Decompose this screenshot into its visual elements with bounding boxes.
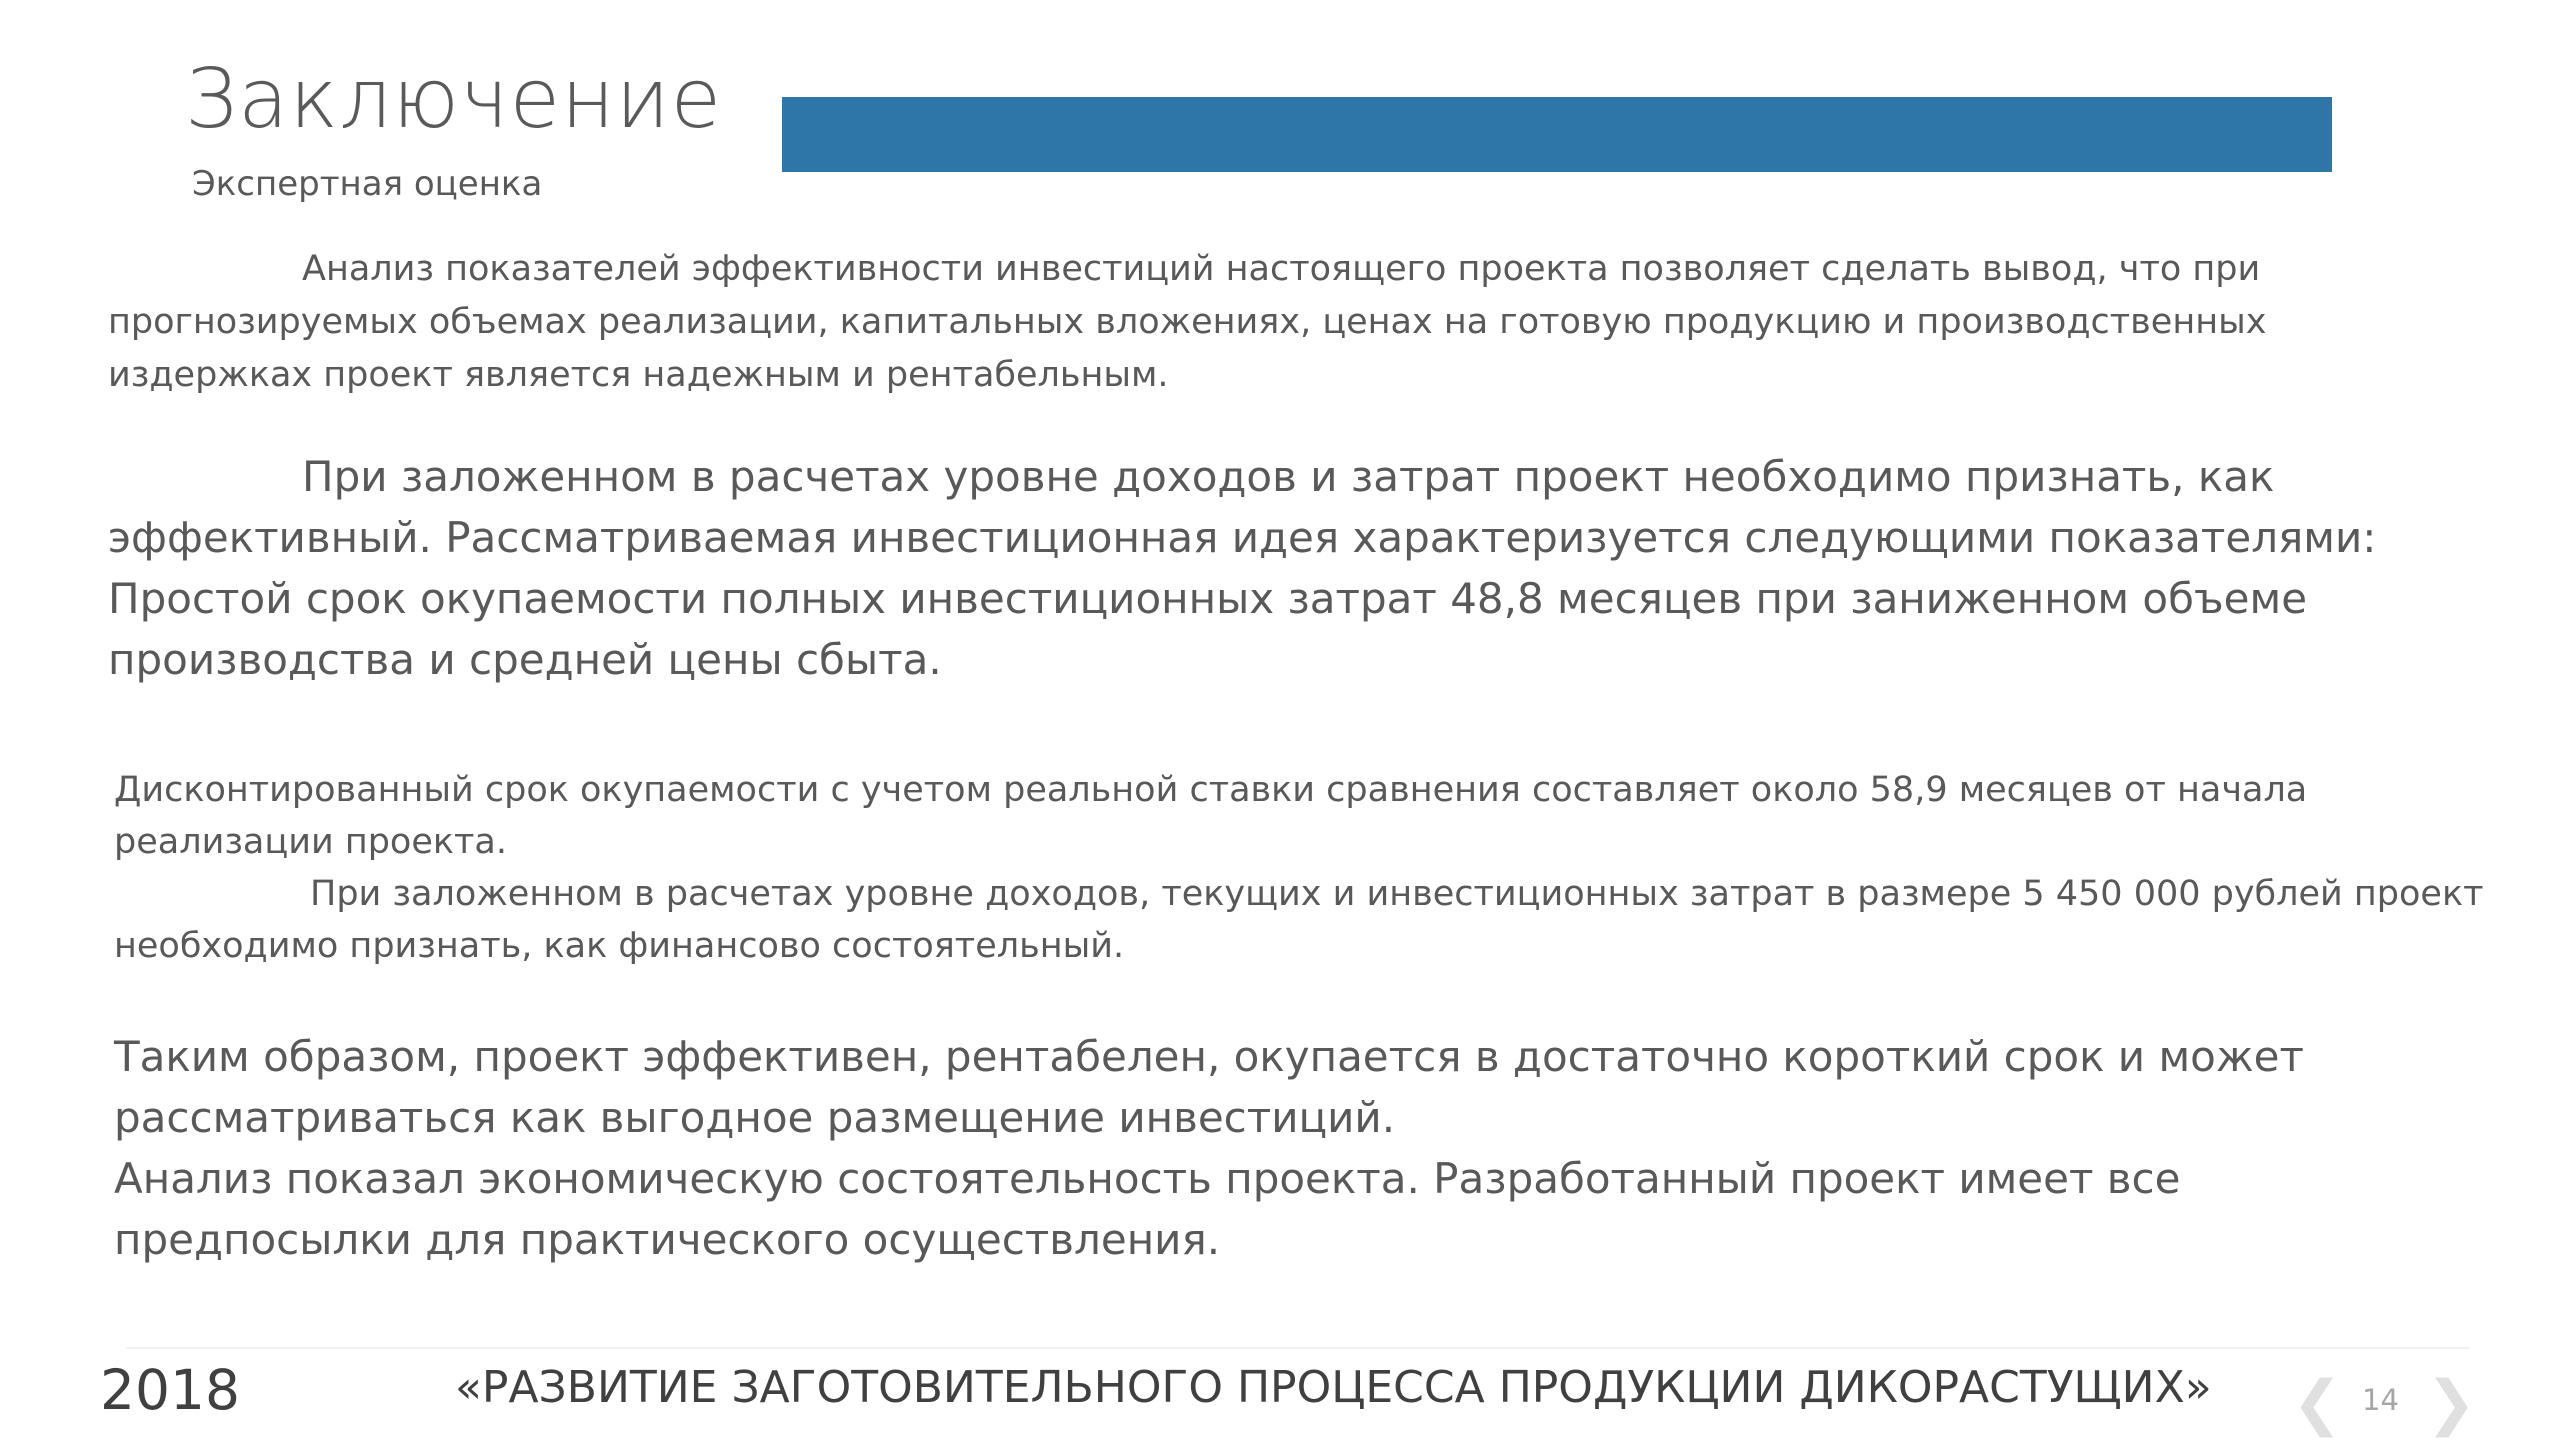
paragraph-text: Анализ показал экономическую состоятельность проекта. Разработанный проект имеет все предпосылки для практического осуществления. — [114, 1154, 2181, 1264]
page-number: 14 — [2362, 1383, 2399, 1417]
paragraph-efficiency-analysis — [108, 243, 2478, 402]
footer-project-title: «РАЗВИТИЕ ЗАГОТОВИТЕЛЬНОГО ПРОЦЕССА ПРОДУКЦИИ ДИКОРАСТУЩИХ» — [455, 1362, 2212, 1413]
chevron-right-icon[interactable]: ❯ — [2426, 1368, 2477, 1438]
paragraph-text: Анализ показателей эффективности инвестиций настоящего проекта позволяет сделать вывод, что при прогнозируемых объемах реализации, капитальных вложениях, ценах на готовую продукцию и производственных издержках проект является надежным и рентабельным. — [108, 249, 2267, 395]
footer-year: 2018 — [100, 1358, 240, 1422]
chevron-left-icon[interactable]: ❮ — [2292, 1368, 2343, 1438]
paragraph-text: При заложенном в расчетах уровне доходов, текущих и инвестиционных затрат в размере 5 450 000 рублей проект необходимо признать, как финансово состоятельный. — [114, 874, 2484, 966]
paragraph-text: Таким образом, проект эффективен, рентабелен, окупается в достаточно короткий срок и может рассматриваться как выгодное размещение инвестиций. — [114, 1032, 2304, 1142]
title-accent-bar — [782, 97, 2332, 172]
slide-title: Заключение — [185, 52, 723, 147]
slide-subtitle: Экспертная оценка — [192, 164, 543, 204]
paragraph-text: При заложенном в расчетах уровне доходов и затрат проект необходимо признать, как эффективный. Рассматриваемая инвестиционная идея характеризуется следующими показателями: — [108, 452, 2377, 562]
paragraph-conclusion — [114, 1026, 2484, 1270]
paragraph-payback-simple — [108, 446, 2478, 690]
paragraph-text: Дисконтированный срок окупаемости с учетом реальной ставки сравнения составляет около 58,9 месяцев от начала реализации проекта. — [114, 770, 2308, 862]
paragraph-payback-discounted — [114, 764, 2484, 972]
paragraph-text: Простой срок окупаемости полных инвестиционных затрат 48,8 месяцев при заниженном объеме производства и средней цены сбыта. — [108, 574, 2308, 684]
footer-divider — [126, 1347, 2470, 1349]
